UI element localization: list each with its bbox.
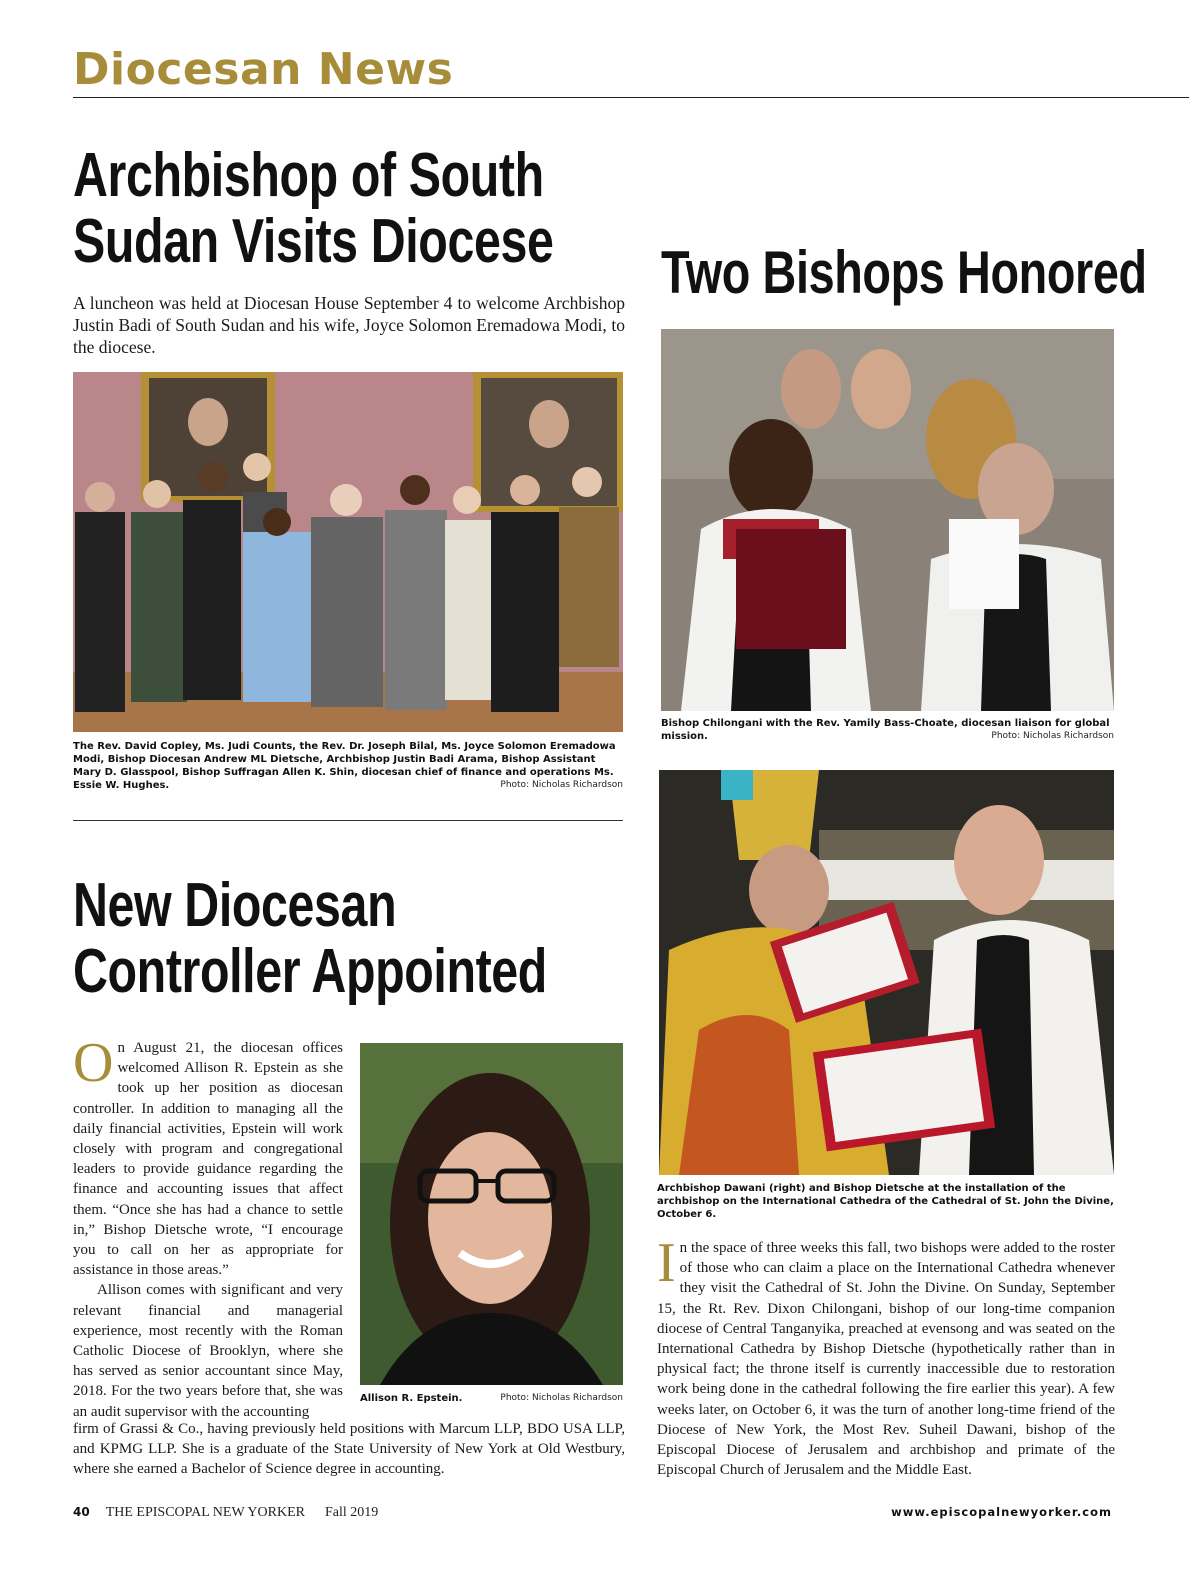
article3-dropcap: O xyxy=(73,1032,114,1094)
dawani-installation-photo xyxy=(659,770,1114,1175)
footer-left xyxy=(73,1503,378,1521)
article2-photo-credit: Photo: Nicholas Richardson xyxy=(991,731,1114,741)
article1-caption: The Rev. David Copley, Ms. Judi Counts, the Rev. Dr. Joseph Bilal, Ms. Joyce Solomon Eremadowa Modi, Bishop Diocesan Andrew ML Dietsche, Archbishop Justin Badi Arama, Bishop Assistant Mary D. Glasspool, Bishop Suffragan Allen K. Shin, diocesan chief of finance and operations Ms. Essie W. Hughes. xyxy=(73,741,616,791)
article1-photo-credit: Photo: Nicholas Richardson xyxy=(500,780,623,790)
article3-headline-line2: Controller Appointed xyxy=(73,937,547,1006)
article2-headline: Two Bishops Honored xyxy=(661,239,1147,306)
article2-body xyxy=(657,1232,1115,1480)
section-divider xyxy=(73,97,1189,98)
website-link[interactable]: www.episcopalnewyorker.com xyxy=(891,1505,1112,1519)
article3-para1: n August 21, the diocesan offices welcomed Allison R. Epstein as she took up her position as diocesan controller. In addition to managing all the daily financial activities, Epstein will work closely with program and congregational leaders to provide guidance regarding the finance and accounting issues that affect them. “Once she has had a chance to settle in,” Bishop Dietsche wrote, “I encourage you to call on her as appropriate for assistance in those areas.” xyxy=(73,1040,343,1279)
article2-body-text: n the space of three weeks this fall, two bishops were added to the roster of those who can claim a place on the International Cathedra whenever they visit the Cathedral of St. John the Divine. On Sunday, September 15, the Rt. Rev. Dixon Chilongani, bishop of our long-time companion diocese of Central Tanganyika, preached at evensong and was seated on the International Cathedra by Bishop Dietsche (hypothetically rather than in physical fact; the throne itself is currently inaccessible due to restoration work being done in the cathedral following the fire earlier this year). A few weeks later, on October 6, it was the turn of another long-time friend of the Diocese of New York, the Most Rev. Suheil Dawani, bishop of the Episcopal Diocese of Jerusalem and archbishop and primate of the Episcopal Church of Jerusalem and the Middle East. xyxy=(657,1240,1115,1479)
article3-photo-credit: Photo: Nicholas Richardson xyxy=(500,1393,623,1403)
article3-para2: Allison comes with significant and very relevant financial and managerial experience, most recently with the Roman Catholic Diocese of Brooklyn, where she has served as senior accountant since May, 2018. For the two years before that, she was an audit supervisor with the accounting xyxy=(73,1282,343,1420)
article2-caption1: Bishop Chilongani with the Rev. Yamily Bass-Choate, diocesan liaison for global mission. xyxy=(661,718,1110,742)
article-divider xyxy=(73,820,623,821)
article3-caption: Allison R. Epstein. xyxy=(360,1393,463,1404)
article1-headline-line1: Archbishop of South xyxy=(73,141,544,210)
issue-date: Fall 2019 xyxy=(324,1505,379,1520)
article3-para3: firm of Grassi & Co., having previously held positions with Marcum LLP, BDO USA LLP, and KPMG LLP. She is a graduate of the State University of New York at Old Westbury, where she earned a Bachelor of Science degree in accounting. xyxy=(73,1421,625,1478)
article3-headline xyxy=(73,873,547,1005)
article3-body-column xyxy=(73,1032,343,1422)
article1-headline xyxy=(73,143,553,275)
article1-intro: A luncheon was held at Diocesan House September 4 to welcome Archbishop Justin Badi of South Sudan and his wife, Joyce Solomon Eremadowa Modi, to the diocese. xyxy=(73,293,625,357)
article3-headline-line1: New Diocesan xyxy=(73,871,397,940)
article3-caption-block xyxy=(360,1392,623,1405)
page-number: 40 xyxy=(73,1505,90,1519)
allison-epstein-portrait xyxy=(360,1043,623,1385)
article1-caption-block xyxy=(73,740,623,792)
luncheon-group-photo xyxy=(73,372,623,732)
article2-caption1-block xyxy=(661,717,1114,743)
section-title: Diocesan News xyxy=(73,44,454,95)
article2-dropcap: I xyxy=(657,1232,676,1294)
article2-caption2: Archbishop Dawani (right) and Bishop Dietsche at the installation of the archbishop on the International Cathedra of the Cathedral of St. John the Divine, October 6. xyxy=(657,1183,1114,1220)
article3-para1-wrap xyxy=(73,1032,343,1280)
article1-headline-line2: Sudan Visits Diocese xyxy=(73,207,554,276)
chilongani-photo xyxy=(661,329,1114,711)
publication-name: THE EPISCOPAL NEW YORKER xyxy=(105,1505,305,1520)
